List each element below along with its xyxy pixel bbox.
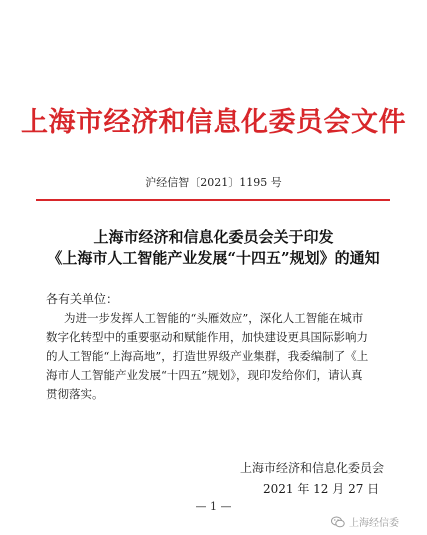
body-line-2: 数字化转型中的重要驱动和赋能作用，加快建设更具国际影响力	[46, 330, 368, 344]
addressee: 各有关单位：	[46, 292, 119, 306]
signatory: 上海市经济和信息化委员会	[240, 461, 385, 475]
document-number: 沪经信智〔2021〕1195 号	[145, 176, 282, 189]
body-line-4: 海市人工智能产业发展“十四五”规划》，现印发给你们，请认真	[46, 368, 363, 382]
page-number: — 1 —	[195, 500, 232, 513]
body-line-1: 为进一步发挥人工智能的“头雁效应”，深化人工智能在城市	[64, 311, 364, 325]
watermark-label: 上海经信委	[349, 518, 399, 529]
watermark	[331, 514, 399, 529]
notice-title-line-1: 上海市经济和信息化委员会关于印发	[93, 228, 334, 246]
notice-title-line-2: 《上海市人工智能产业发展“十四五”规划》的通知	[47, 249, 380, 267]
body-line-3: 的人工智能“上海高地”，打造世界级产业集群，我委编制了《上	[46, 349, 369, 363]
body-line-5: 贯彻落实。	[46, 387, 104, 401]
wechat-icon	[331, 516, 345, 528]
header-divider	[36, 199, 390, 201]
issue-date: 2021 年 12 月 27 日	[263, 482, 380, 496]
document-header-title: 上海市经济和信息化委员会文件	[21, 107, 406, 138]
